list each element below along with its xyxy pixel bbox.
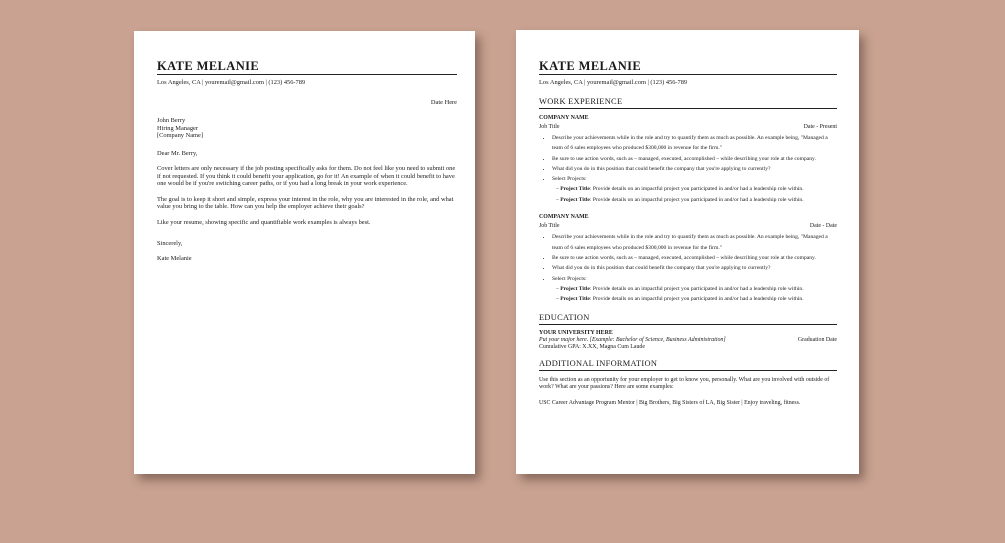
job-bullet: • Select Projects: <box>552 274 837 284</box>
additional-info-heading: ADDITIONAL INFORMATION <box>539 358 658 368</box>
section-rule <box>539 108 837 109</box>
cover-paragraph: Like your resume, showing specific and quantifiable work examples is always best. <box>157 219 371 227</box>
project-item: – Project Title: Provide details on an impactful project you participated in and/or had a leadership role within. <box>556 285 804 292</box>
project-item: – Project Title: Provide details on an impactful project you participated in and/or had a leadership role within. <box>556 296 804 303</box>
job-bullet: • What did you do in this position that could benefit the company that you're applying to currently? <box>552 263 837 273</box>
job-bullet: • Describe your achievements while in the role and try to quantify them as much as possible. An example being, "Managed a team of 6 sales employees who produced $300,000 in revenue for the firm." <box>552 133 837 154</box>
cover-paragraph: Cover letters are only necessary if the job posting specifically asks for them. Do not feel like you need to submit one if not requested. If you think it could benefit your application, go for it! An example of when it could benefit to have one would be if you're switching career paths, or if you had a long break in your work experience. <box>157 165 456 188</box>
project-label: Project Title <box>560 186 590 193</box>
project-list <box>552 184 837 205</box>
education-gpa: Cumulative GPA: X.XX, Magna Cum Laude <box>539 343 645 350</box>
recipient-company: [Company Name] <box>157 132 203 139</box>
cover-salutation: Dear Mr. Berry, <box>157 149 198 157</box>
recipient-name: John Berry <box>157 117 186 124</box>
job-bullet: • Describe your achievements while in the role and try to quantify them as much as possible. An example being, "Managed a team of 6 sales employees who produced $300,000 in revenue for the firm." <box>552 232 837 253</box>
cover-contact: Los Angeles, CA | youremail@gmail.com | (123) 456-789 <box>157 79 306 86</box>
job-bullets <box>539 133 837 205</box>
resume-name: KATE MELANIE <box>539 59 642 73</box>
project-label: Project Title <box>560 296 590 303</box>
education-grad-date: Graduation Date <box>797 336 837 343</box>
job-title-row <box>539 124 837 131</box>
project-item: – Project Title: Provide details on an impactful project you participated in and/or had a leadership role within. <box>556 186 804 193</box>
project-list <box>552 284 837 305</box>
project-label: Project Title <box>560 285 590 292</box>
project-text: : Provide details on an impactful project you participated in and/or had a leadership role within. <box>589 196 804 203</box>
recipient-title: Hiring Manager <box>157 124 198 132</box>
job-bullet: • Be sure to use action words, such as – managed, executed, accomplished – while describing your role at the company. <box>552 154 837 164</box>
cover-name: KATE MELANIE <box>157 59 260 73</box>
section-rule <box>539 324 837 325</box>
cover-paragraph: The goal is to keep it short and simple, express your interest in the role, why you are interested in the role, and what value you bring to the table. How can you help the employer achieve their goals? <box>157 195 454 211</box>
education-heading: EDUCATION <box>539 312 590 322</box>
job-title-row <box>539 223 837 230</box>
job-company: COMPANY NAME <box>539 115 589 121</box>
project-text: : Provide details on an impactful project you participated in and/or had a leadership role within. <box>589 285 804 292</box>
project-item: – Project Title: Provide details on an impactful project you participated in and/or had a leadership role within. <box>556 196 804 203</box>
education-school: YOUR UNIVERSITY HERE <box>539 329 613 336</box>
work-experience-heading: WORK EXPERIENCE <box>539 97 623 106</box>
cover-letter-page <box>134 31 475 474</box>
education-major: Put your major here. [Example: Bachelor of Science, Business Administration] <box>539 336 726 343</box>
cover-date: Date Here <box>430 99 457 106</box>
job-dates: Date - Date <box>809 223 837 230</box>
cover-signature: Kate Melanie <box>157 255 192 263</box>
section-rule <box>539 370 837 371</box>
resume-contact: Los Angeles, CA | youremail@gmail.com | (123) 456-789 <box>539 79 688 86</box>
additional-info-list: USC Career Advantage Program Mentor | Big Brothers, Big Sisters of LA, Big Sister | Enjoy traveling, fitness. <box>539 399 801 406</box>
job-title: Job Title <box>539 124 560 130</box>
project-text: : Provide details on an impactful project you participated in and/or had a leadership role within. <box>589 186 804 193</box>
cover-closing: Sincerely, <box>157 239 183 247</box>
job-dates: Date - Present <box>803 124 837 130</box>
job-title: Job Title <box>539 223 560 230</box>
resume-name-rule <box>539 74 837 75</box>
job-bullet: • Select Projects: <box>552 174 837 184</box>
job-bullets <box>539 232 837 304</box>
additional-info-text: Use this section as an opportunity for your employer to get to know you, personally. What are you involved with outside of work? What are your passions? Here are some examples: <box>539 376 830 391</box>
cover-recipient <box>157 117 457 140</box>
job-bullet: • Be sure to use action words, such as – managed, executed, accomplished – while describing your role at the company. <box>552 253 837 263</box>
cover-name-rule <box>157 74 457 75</box>
job-bullet: • What did you do in this position that could benefit the company that you're applying to currently? <box>552 164 837 174</box>
resume-page <box>516 30 859 474</box>
project-text: : Provide details on an impactful project you participated in and/or had a leadership role within. <box>589 296 804 303</box>
education-row <box>539 337 837 344</box>
project-label: Project Title <box>560 196 590 203</box>
job-company: COMPANY NAME <box>539 214 589 221</box>
